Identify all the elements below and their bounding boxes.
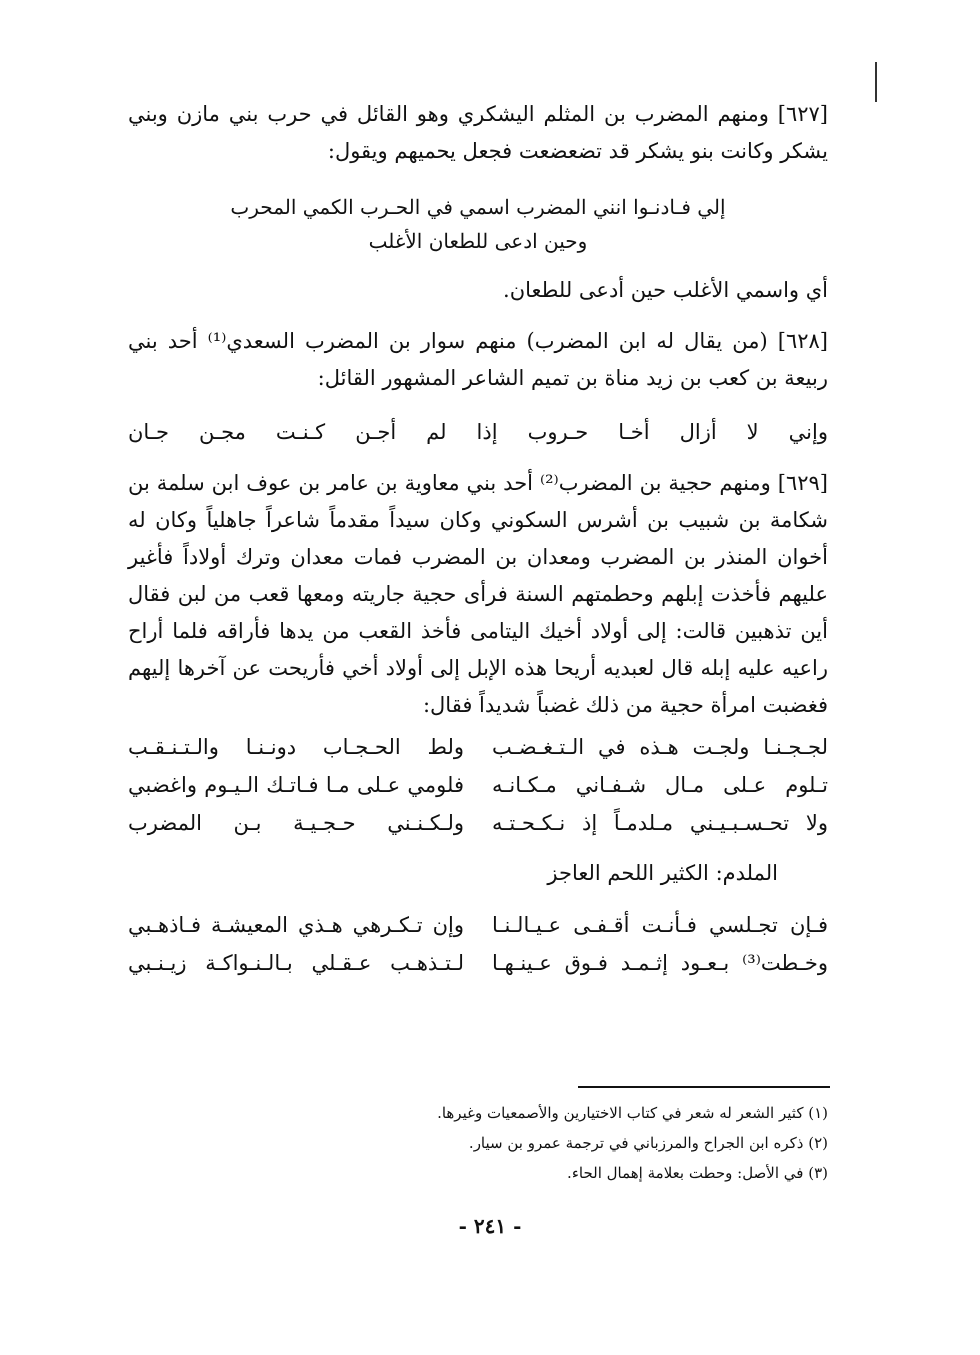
poem1-line1: إلي فـادنـوا انني المضرب اسمي في الحـرب الكمي المحرب — [230, 195, 726, 219]
paragraph-629: [٦٢٩] ومنهم حجية بن المضرب⁽²⁾ أحد بني معاوية بن عامر بن عوف ابن سلمة بن شكامة بن شبيب بن أشرس السكوني وكان سيداً مقدماً شاعراً جاهلياً وكان له أخوان المنذر بن المضرب ومعدان بن المضرب فمات معدان وترك أولاداً فأغير عليهم فأخذت إبلهم وحطمتهم السنة فرأى حجية جاريته ومعها قعب من لبن فقال أين تذهبين قالت: إلى أولاد أخيك اليتامى فأخذ القعب من يدها فأراقه فلما أراح راعيه عليه إبله قال لعبديه أريحا هذه الإبل إلى أولاد أخي فأريحت عن آخرها إليهم فغضبت امرأة حجية من ذلك غضباً شديداً فقال: — [128, 471, 828, 717]
paragraph-627: [٦٢٧] ومنهم المضرب بن المثلم اليشكري وهو القائل في حرب بني مازن وبني يشكر وكانت بنو يشكر قد تضعضعت فجعل يحميهم ويقول: — [128, 102, 828, 163]
poem2-verse — [128, 766, 828, 804]
scan-edge-mark — [875, 62, 877, 102]
footnote-rule — [578, 1086, 830, 1088]
paragraph-628: [٦٢٨] (من يقال له ابن المضرب) منهم سوار بن المضرب السعدي⁽¹⁾ أحد بني ربيعة بن كعب بن زيد مناة بن تميم الشاعر المشهور القائل: — [128, 329, 828, 390]
poem3-verse — [128, 944, 828, 982]
poem1-line2: وحين ادعى للطعان الأغلب — [368, 229, 588, 253]
page-number: - ٢٤١ - — [458, 1214, 522, 1238]
hemistich-left: وإن تـكـرهي هـذي المعيشـة فـاذهـبي — [128, 913, 464, 937]
hemistich-right: وخـطت⁽³⁾ بـعـود إثـمـد فـوق عـينـهـا — [492, 951, 828, 975]
hemistich-left: لـتـذهـب عـقـلي بـالـنـواكـة زيـنـبي — [128, 951, 464, 975]
explanation-line: أي واسمي الأغلب حين أدعى للطعان. — [503, 278, 828, 302]
footnotes — [300, 1098, 828, 1188]
hemistich-left: ولط الحـجـاب دونـنـا والـتـنـقـب — [128, 735, 464, 759]
hemistich-right: فـإن تجـلسي فـأنـت أقـفـى عـيـالـنـا — [492, 913, 828, 937]
hemistich-right: لجـجـنـا ولجـت هـذه في الـتـغـضـب — [492, 735, 828, 759]
poem3-verse — [128, 906, 828, 944]
hemistich-right: ولا تحـسـبـيـني مـلدمـاً إذ نـكـحـتـه — [492, 811, 828, 835]
footnote-3: (٣) في الأصل: وحطت بعلامة إهمال الحاء. — [567, 1164, 828, 1182]
footnote-1: (١) كثير الشعر له شعر في كتاب الاختيارين والأصمعيات وغيرها. — [437, 1104, 828, 1122]
poem2-block — [128, 728, 828, 842]
hemistich-left: ولـكـنـني حـجـيـة بـن المضرب — [128, 811, 464, 835]
verse-628: وإني لا أزال أخـا حـروب إذا لم أجـن كـنـت مجـن جـان — [128, 420, 828, 444]
poem2-verse — [128, 728, 828, 766]
hemistich-left: فلومي عـلى مـا فـاتـك الـيـوم واغضبي — [128, 773, 464, 797]
poem3-block — [128, 906, 828, 982]
gloss-line: الملدم: الكثير اللحم العاجز — [547, 861, 778, 885]
page-body — [128, 96, 828, 982]
footnote-2: (٢) ذكره ابن الجراح والمرزباني في ترجمة عمرو بن سيار. — [468, 1134, 828, 1152]
hemistich-right: تـلوم عـلى مـال شـفـاني مـكـانـه — [492, 773, 828, 797]
poem2-verse — [128, 804, 828, 842]
